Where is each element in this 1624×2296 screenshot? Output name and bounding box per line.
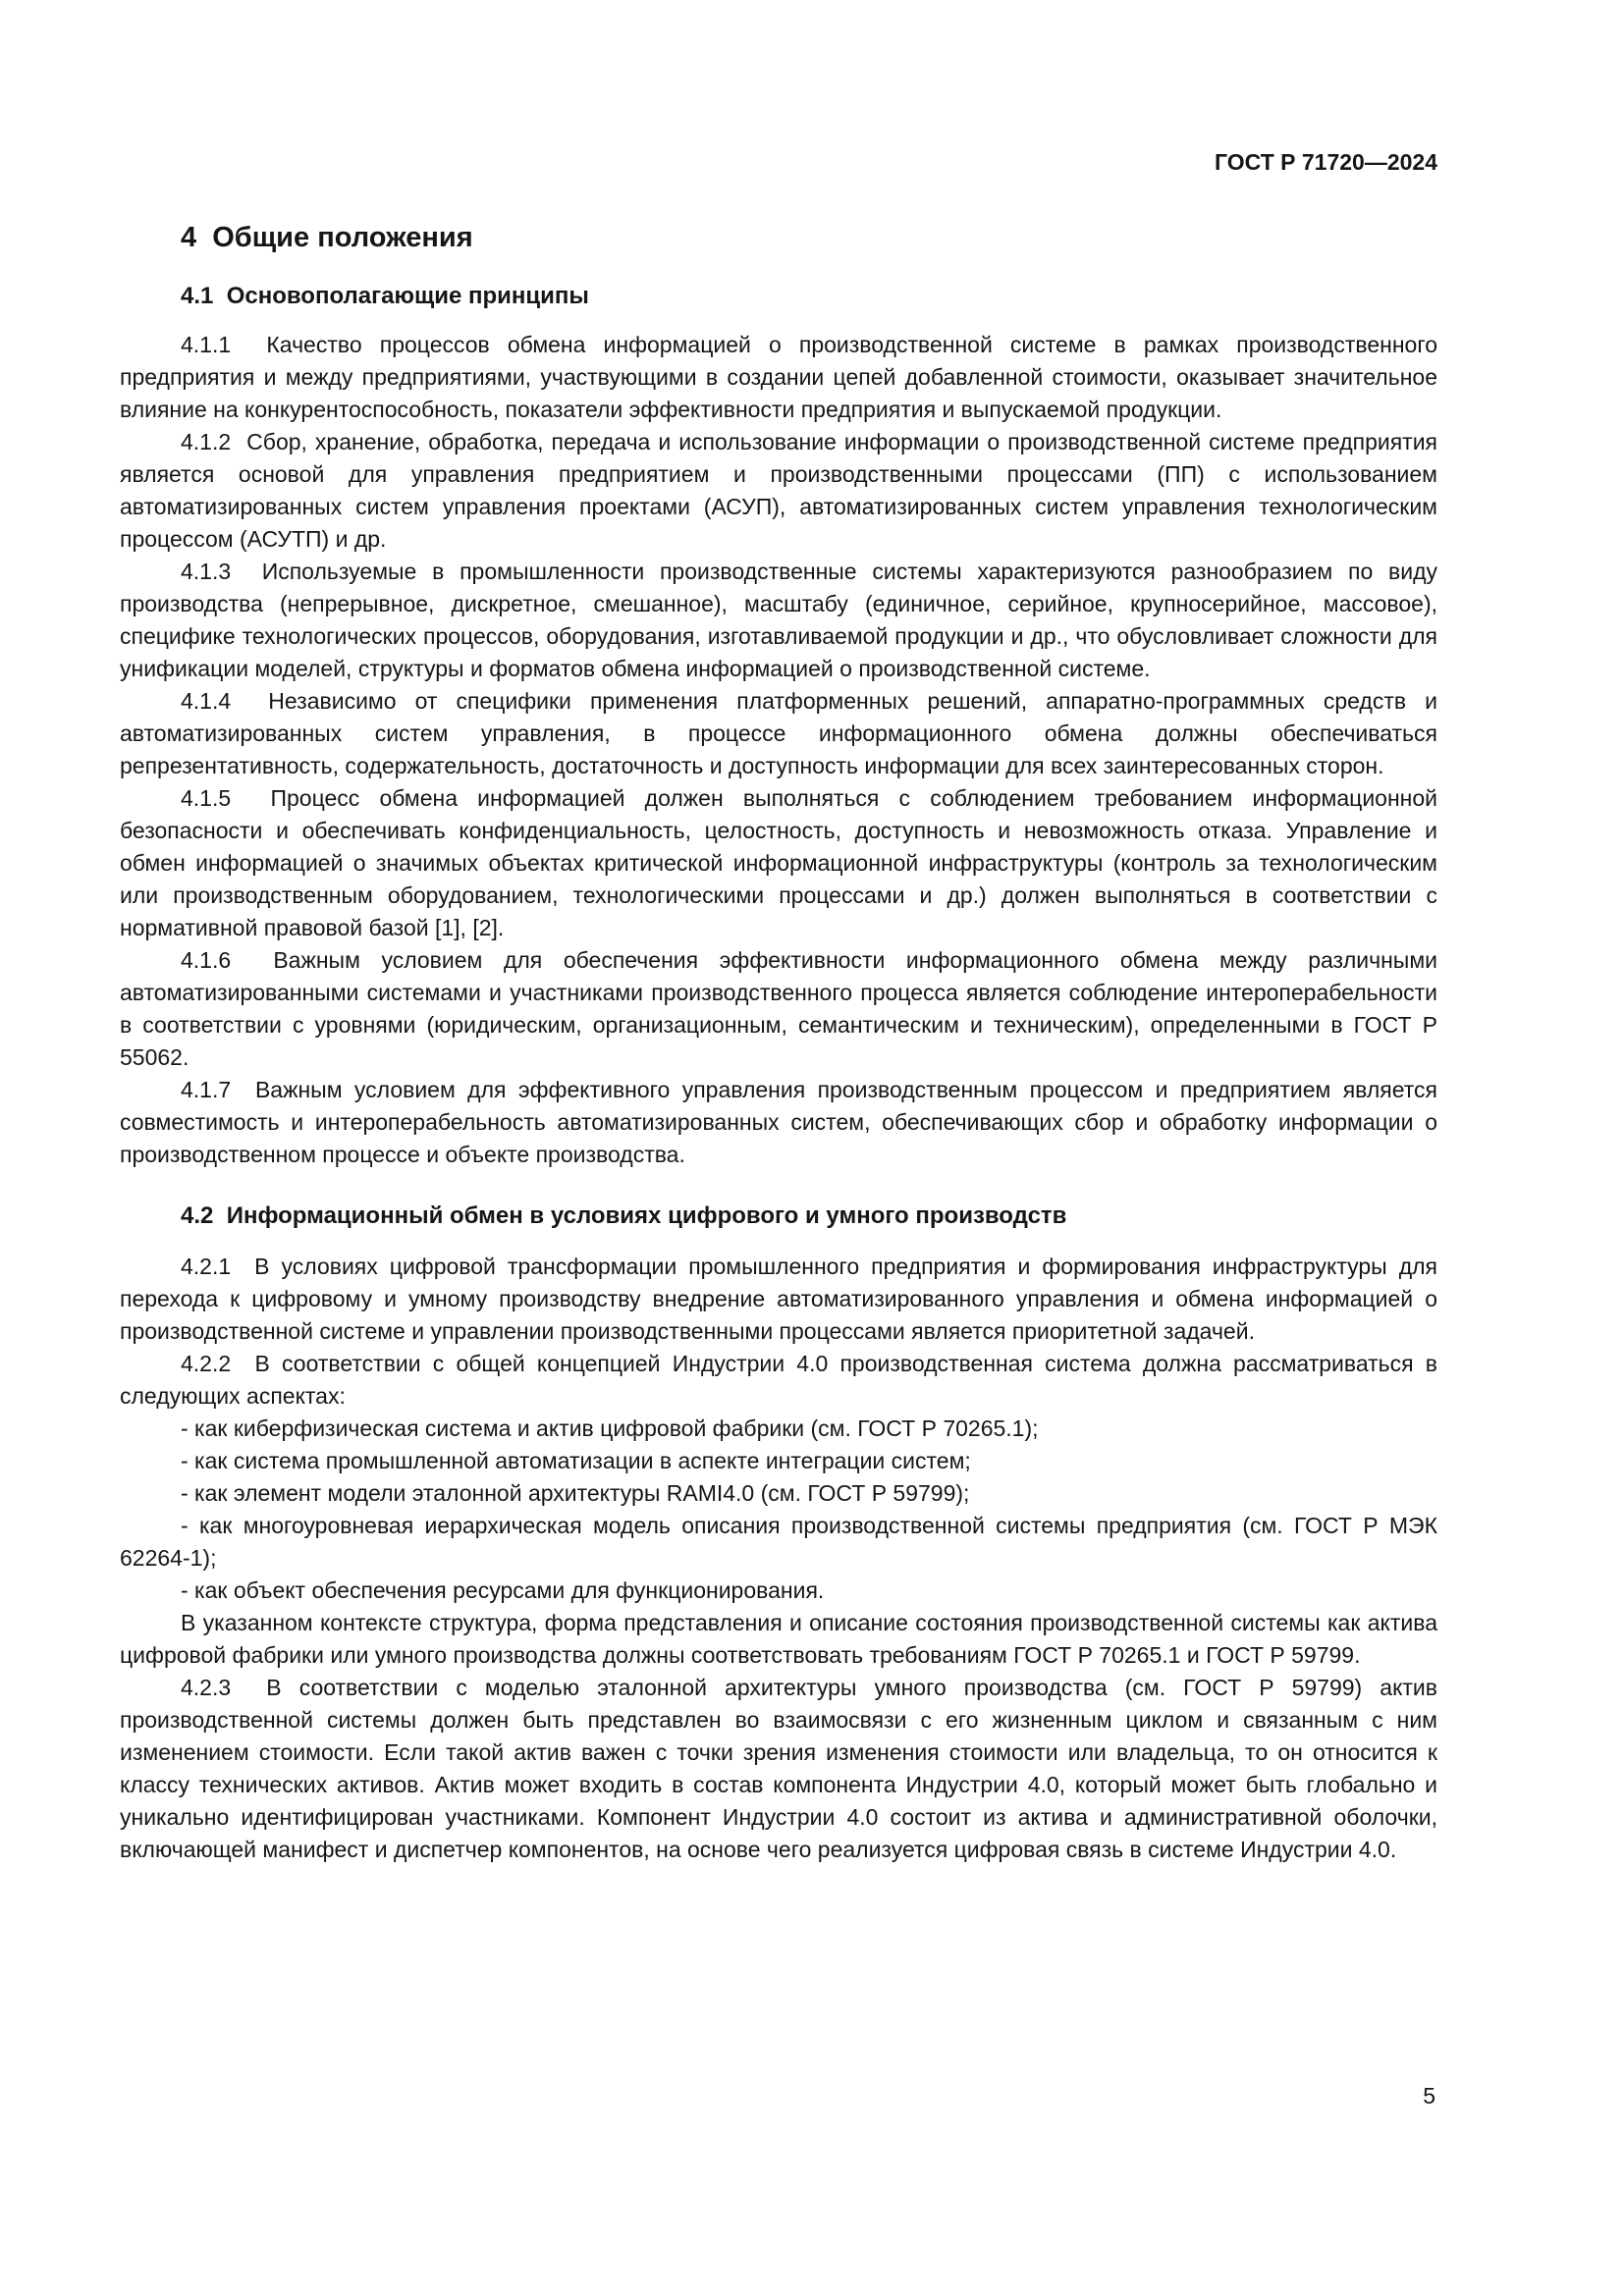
subsection-4-1-title: 4.1 Основополагающие принципы	[181, 283, 589, 309]
paragraph-4-1-7: 4.1.7 Важным условием для эффективного управления производственным процессом и предприятием является совместимость и интероперабельность автоматизированных систем, обеспечивающих сбор и обработку информации о производственном процессе и объекте производства.	[120, 1077, 1437, 1167]
section-title: 4 Общие положения	[181, 222, 473, 253]
paragraph-4-2-2-closing: В указанном контексте структура, форма представления и описание состояния производственной системы как актива цифровой фабрики или умного производства должны соответствовать требованиям ГОСТ Р 70265.1 и ГОСТ Р 59799.	[120, 1610, 1437, 1668]
page-number: 5	[1423, 2083, 1435, 2109]
doc-number: ГОСТ Р 71720—2024	[1215, 149, 1437, 175]
list-item: - как объект обеспечения ресурсами для функционирования.	[181, 1577, 825, 1603]
list-item: - как элемент модели эталонной архитектуры RAMI4.0 (см. ГОСТ Р 59799);	[181, 1480, 970, 1506]
paragraph-4-1-4: 4.1.4 Независимо от специфики применения платформенных решений, аппаратно-программных средств и автоматизированных систем управления, в процессе информационного обмена должны обеспечиваться репрезентативность, содержательность, достаточность и доступность информации для всех заинтересованных сторон.	[120, 688, 1437, 778]
paragraph-4-1-5: 4.1.5 Процесс обмена информацией должен выполняться с соблюдением требованием информационной безопасности и обеспечивать конфиденциальность, целостность, доступность и невозможность отказа. Управление и обмен информацией о значимых объектах критической информационной инфраструктуры (контроль за технологическим или производственным оборудованием, технологическими процессами и др.) должен выполняться в соответствии с нормативной правовой базой [1], [2].	[120, 785, 1437, 940]
page-content	[120, 147, 1437, 1866]
paragraph-4-2-3: 4.2.3 В соответствии с моделью эталонной архитектуры умного производства (см. ГОСТ Р 59799) актив производственной системы должен быть представлен во взаимосвязи с его жизненным циклом и связанным с ним изменением стоимости. Если такой актив важен с точки зрения изменения стоимости или владельца, то он относится к классу технических активов. Актив может входить в состав компонента Индустрии 4.0, который может быть глобально и уникально идентифицирован участниками. Компонент Индустрии 4.0 состоит из актива и административной оболочки, включающей манифест и диспетчер компонентов, на основе чего реализуется цифровая связь в системе Индустрии 4.0.	[120, 1675, 1437, 1862]
paragraph-4-2-2: 4.2.2 В соответствии с общей концепцией Индустрии 4.0 производственная система должна рассматриваться в следующих аспектах:	[120, 1351, 1437, 1409]
subsection-4-2-title: 4.2 Информационный обмен в условиях цифрового и умного производств	[181, 1202, 1067, 1229]
paragraph-4-1-1: 4.1.1 Качество процессов обмена информацией о производственной системе в рамках производственного предприятия и между предприятиями, участвующими в создании цепей добавленной стоимости, оказывает значительное влияние на конкурентоспособность, показатели эффективности предприятия и выпускаемой продукции.	[120, 332, 1437, 422]
paragraph-4-1-2: 4.1.2 Сбор, хранение, обработка, передача и использование информации о производственной системе предприятия является основой для управления предприятием и производственными процессами (ПП) с использованием автоматизированных систем управления проектами (АСУП), автоматизированных систем управления технологическим процессом (АСУТП) и др.	[120, 429, 1437, 552]
list-item: - как система промышленной автоматизации в аспекте интеграции систем;	[181, 1448, 971, 1473]
paragraph-4-2-1: 4.2.1 В условиях цифровой трансформации промышленного предприятия и формирования инфраструктуры для перехода к цифровому и умному производству внедрение автоматизированного управления и обмена информацией о производственной системе и управлении производственными процессами является приоритетной задачей.	[120, 1254, 1437, 1344]
paragraph-4-1-3: 4.1.3 Используемые в промышленности производственные системы характеризуются разнообразием по виду производства (непрерывное, дискретное, смешанное), масштабу (единичное, серийное, крупносерийное, массовое), специфике технологических процессов, оборудования, изготавливаемой продукции и др., что обусловливает сложности для унификации моделей, структуры и форматов обмена информацией о производственной системе.	[120, 559, 1437, 681]
list-item: - как многоуровневая иерархическая модель описания производственной системы предприятия (см. ГОСТ Р МЭК 62264-1);	[120, 1513, 1437, 1571]
paragraph-4-1-6: 4.1.6 Важным условием для обеспечения эффективности информационного обмена между различными автоматизированными системами и участниками производственного процесса является соблюдение интероперабельности в соответствии с уровнями (юридическим, организационным, семантическим и техническим), определенными в ГОСТ Р 55062.	[120, 947, 1437, 1070]
list-item: - как киберфизическая система и актив цифровой фабрики (см. ГОСТ Р 70265.1);	[181, 1415, 1039, 1441]
